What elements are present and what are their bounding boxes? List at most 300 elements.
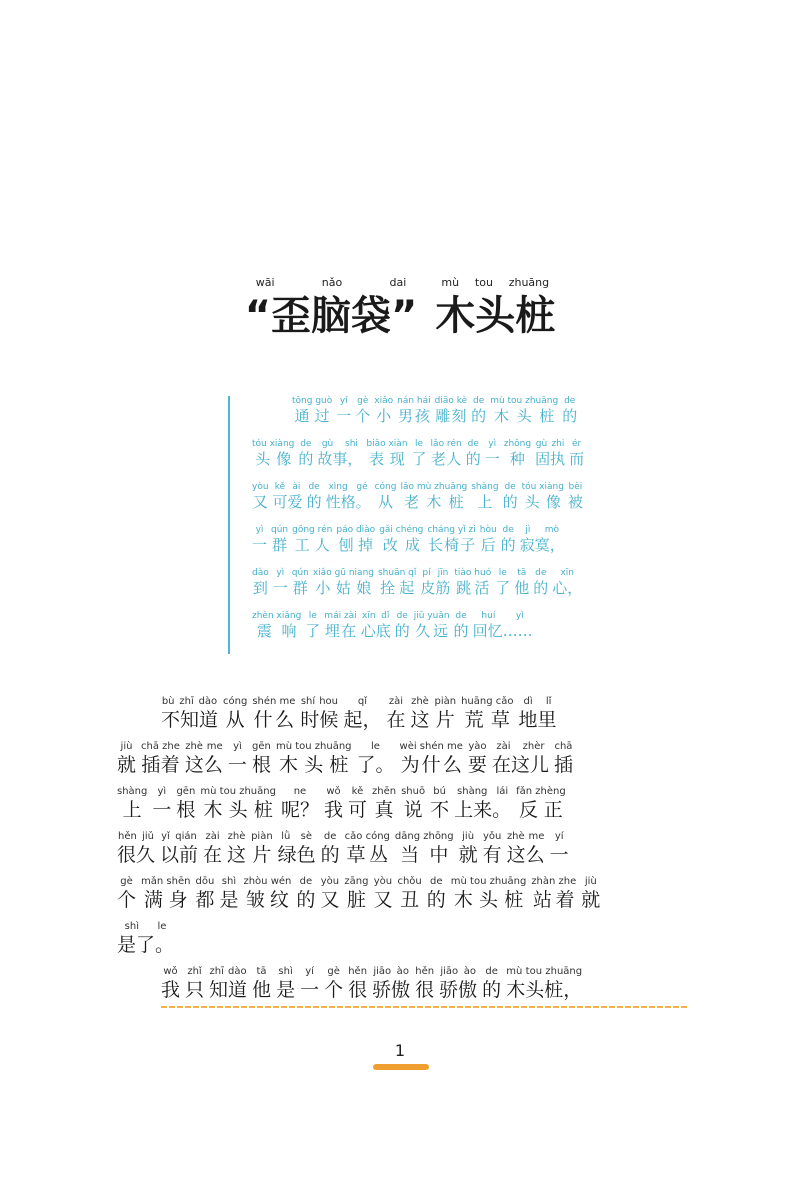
hanzi: 老人 [430,450,462,468]
word [324,966,344,1001]
hanzi: 这么 [184,754,223,776]
word [336,525,376,554]
pinyin: cóng [374,482,397,492]
pinyin: yǒu [482,831,502,842]
hanzi: 被 [567,493,583,511]
hanzi: 是了。 [117,934,175,956]
pinyin: gè [117,876,136,887]
word [461,696,514,731]
word [141,876,191,911]
pinyin: wǒ [323,786,343,797]
hanzi: 长椅子 [427,536,476,554]
pinyin: diāo kè [434,396,468,406]
story-text [117,696,687,1011]
pinyin: páo diào [336,525,376,535]
pinyin: gè [324,966,344,977]
intro-summary [228,396,684,654]
word [292,525,333,554]
pinyin: lǎo rén [430,439,462,449]
word [223,696,248,731]
word [394,831,454,866]
hanzi: 的 [394,622,410,640]
pinyin: zhè me [184,741,223,752]
word [553,741,573,776]
word [203,831,223,866]
hanzi: 皱纹 [243,889,292,911]
pinyin: shì [219,876,239,887]
hanzi: 就 [581,889,601,911]
word [324,611,357,640]
pinyin: de [298,439,314,449]
hanzi: 绿色 [277,844,316,866]
hanzi: 骄傲 [372,979,411,1001]
hanzi: 一 [549,844,569,866]
word [117,921,175,956]
word [552,568,583,597]
story-line [117,786,687,831]
word [372,966,411,1001]
pinyin: de [320,831,340,842]
pinyin: de [465,439,481,449]
word [117,741,137,776]
pinyin: tā [514,568,530,578]
hanzi: 皮筋 [420,579,451,597]
hanzi: 故事， [317,450,363,468]
word [280,786,319,821]
hanzi: 小姑娘 [312,579,374,597]
word [373,876,393,911]
word [277,831,316,866]
pinyin: kě [347,786,367,797]
story-line [117,966,687,1011]
hanzi: 插 [553,754,573,776]
word [581,876,601,911]
hanzi: 知道 [209,979,248,1001]
pinyin: zài [203,831,223,842]
word [366,439,408,468]
pinyin: chā zhe [141,741,180,752]
word [252,439,295,468]
hanzi: 了。 [356,754,395,776]
hanzi: 拴起 [377,579,417,597]
hanzi: 就 [458,844,478,866]
hanzi: 心， [552,579,583,597]
hanzi: 根 [176,799,196,821]
intro-line [252,525,684,568]
word [490,396,559,425]
hanzi: 木头桩 [490,407,559,425]
word [516,786,566,821]
hanzi: 真 [371,799,397,821]
pinyin: cǎo cóng [344,831,390,842]
pinyin: shàng lái [454,786,512,797]
pinyin: zhòu wén [243,876,292,887]
intro-line [252,482,684,525]
pinyin: yì [272,568,288,578]
pinyin: de [426,876,446,887]
pinyin: shí hou [300,696,339,707]
hanzi: 在 [386,709,406,731]
word [415,966,435,1001]
pinyin: zhàn zhe [531,876,577,887]
hanzi: 只 [185,979,205,1001]
word [506,831,545,866]
word [519,525,565,554]
pinyin: zài zhèr [491,741,549,752]
hanzi: 工人 [292,536,333,554]
word [482,831,502,866]
hanzi: 一 [152,799,172,821]
story-line [117,921,687,966]
pinyin: mù tou zhuāng [200,786,276,797]
word [506,966,583,1001]
hanzi: 很 [348,979,368,1001]
pinyin: mǎn shēn [141,876,191,887]
word [549,831,569,866]
word [141,741,180,776]
word [271,525,289,554]
pinyin: tóu xiàng [521,482,564,492]
word [450,876,527,911]
hanzi: 又 [373,889,393,911]
word [161,966,181,1001]
pinyin: zhī dào [209,966,248,977]
hanzi: 草丛 [344,844,390,866]
pinyin: de [296,876,316,887]
hanzi: 满身 [141,889,191,911]
hanzi: 在 [203,844,223,866]
pinyin: jiù [117,741,136,752]
hanzi: 起， [343,709,382,731]
pinyin: zhè [227,831,247,842]
word [471,482,499,511]
word [325,482,371,511]
pinyin: gè [355,396,371,406]
hanzi: 为什么 [399,754,463,776]
pinyin: dōu [195,876,215,887]
pinyin: jiǔ yuǎn [413,611,450,621]
hanzi: 头像 [252,450,295,468]
word [275,741,352,776]
hanzi: 的 [320,844,340,866]
hanzi: 的 [533,579,549,597]
word [219,876,239,911]
pinyin: huāng cǎo [461,696,514,707]
word [401,786,426,821]
word [312,568,374,597]
word [305,611,321,640]
hanzi: 是 [276,979,296,1001]
hanzi: 当中 [394,844,454,866]
pinyin: gù shi [317,439,363,449]
hanzi: 的 [465,450,481,468]
hanzi: 固执 [535,450,566,468]
hanzi: 一 [227,754,247,776]
hanzi: 木头桩 [450,889,527,911]
intro-line [252,611,684,654]
pinyin: mù tou zhuāng [490,396,559,406]
hanzi: 的 [298,450,314,468]
word [465,439,481,468]
hanzi: 性格。 [325,493,371,511]
word [495,568,511,597]
hanzi: 反正 [516,799,566,821]
pinyin: shì le [117,921,175,932]
hanzi: 片 [251,844,273,866]
hanzi: 可 [347,799,367,821]
word [356,741,395,776]
word [484,439,500,468]
hanzi: 他 [252,979,272,1001]
pinyin: huí yì [472,611,533,621]
word [298,439,314,468]
word [531,876,577,911]
pinyin: zhǒng [503,439,532,449]
hanzi: 了 [305,622,321,640]
pinyin: de [533,568,549,578]
pinyin: le [356,741,395,752]
pinyin: piàn [434,696,457,707]
title-part-2: 木头桩mù tou zhuāng [435,276,556,339]
pinyin: jiù [458,831,478,842]
pinyin: dì lǐ [518,696,557,707]
word [292,396,333,425]
pinyin: xìng gé [325,482,371,492]
pinyin: shén me [252,696,296,707]
pinyin: de [500,525,516,535]
hanzi: 了 [411,450,427,468]
pinyin: piàn [251,831,273,842]
word [347,786,367,821]
word [296,876,316,911]
pinyin: de [306,482,322,492]
story-line [117,696,687,741]
pinyin: shàng [471,482,499,492]
pinyin: bù zhī dào [161,696,219,707]
word [152,786,172,821]
word [344,831,390,866]
pinyin: wèi shén me [399,741,463,752]
hanzi: 又 [320,889,340,911]
pinyin: jiāo ào [372,966,411,977]
pinyin: hòu [479,525,497,535]
hanzi: 荒草 [461,709,514,731]
pinyin: bú [430,786,450,797]
hanzi: 的 [471,407,487,425]
word [251,831,273,866]
word [400,482,468,511]
word [227,741,247,776]
title-pinyin: mù tou zhuāng [435,276,556,289]
word [200,786,276,821]
hanzi: 片 [434,709,457,731]
word [243,876,292,911]
word [184,741,223,776]
hanzi: 又 [252,493,269,511]
pinyin: gōng rén [292,525,333,535]
word [300,696,339,731]
hanzi: 这么 [506,844,545,866]
word [306,482,322,511]
hanzi: 很久 [117,844,156,866]
hanzi: 从 [374,493,397,511]
hanzi: 这 [227,844,247,866]
hanzi: 头像 [521,493,564,511]
hanzi: 这 [410,709,430,731]
word [430,786,450,821]
hanzi: 说 [401,799,426,821]
pinyin: yòu [320,876,340,887]
word [343,696,382,731]
word [161,696,219,731]
hanzi: 站着 [531,889,577,911]
word [291,568,309,597]
hanzi: 的 [296,889,316,911]
pinyin: mù tou zhuāng [450,876,527,887]
word [472,611,533,640]
word [300,966,320,1001]
pinyin: lǜ sè [277,831,316,842]
pinyin: zhǐ [185,966,205,977]
pinyin: cóng [223,696,248,707]
word [453,611,469,640]
title-pinyin: wāi nǎo dai [244,276,418,289]
word [562,396,578,425]
pinyin: hěn [348,966,368,977]
hanzi: 要 [467,754,487,776]
pinyin: dāng zhōng [394,831,454,842]
pinyin: shuō [401,786,426,797]
hanzi: 木头桩 [275,754,352,776]
hanzi: 木头桩 [200,799,276,821]
pinyin: tōng guò [292,396,333,406]
pinyin: qún [291,568,309,578]
pinyin: le [305,611,321,621]
pinyin: pí jīn [420,568,451,578]
hanzi: 一 [300,979,320,1001]
hanzi: 刨掉 [336,536,376,554]
hanzi: 以前 [160,844,199,866]
pinyin: zhè [410,696,430,707]
pinyin: mù tou zhuāng [506,966,583,977]
pinyin: gēn [176,786,196,797]
hanzi: 不知道 [161,709,219,731]
pinyin: xiǎo [374,396,394,406]
word [379,525,424,554]
hanzi: 呢？ [280,799,319,821]
word [434,696,457,731]
word [320,876,340,911]
hanzi: 我 [161,979,181,1001]
hanzi: 我 [323,799,343,821]
word [569,439,585,468]
hanzi: 一 [336,407,352,425]
word [521,482,564,511]
pinyin: chā [553,741,573,752]
pinyin: jì mò [519,525,565,535]
word [117,786,148,821]
word [399,741,463,776]
hanzi: 个 [355,407,371,425]
hanzi: 久远 [413,622,450,640]
word [252,568,269,597]
pinyin: de [453,611,469,621]
pinyin: kě ài [272,482,303,492]
intro-line [252,439,684,482]
title-part-1: “歪脑袋”wāi nǎo dai [244,276,418,339]
word [185,966,205,1001]
word [482,966,502,1001]
pinyin: qǐ [343,696,382,707]
hanzi: 埋在 [324,622,357,640]
hanzi: 的 [482,979,502,1001]
word [272,568,288,597]
hanzi: 通过 [292,407,333,425]
word [397,876,422,911]
pinyin: de [562,396,578,406]
word [479,525,497,554]
word [410,696,430,731]
word [252,482,269,511]
hanzi: 的 [453,622,469,640]
hanzi: 地里 [518,709,557,731]
hanzi: 种 [503,450,532,468]
hanzi: 有 [482,844,502,866]
pinyin: yì [152,786,172,797]
word [252,525,268,554]
pinyin: hěn jiǔ [117,831,155,842]
pinyin: gǎi chéng [379,525,424,535]
pinyin: mù tou zhuāng [275,741,352,752]
hanzi: 插着 [141,754,180,776]
word [276,966,296,1001]
pinyin: le [411,439,427,449]
hanzi: 上 [471,493,499,511]
hanzi: 震响 [252,622,302,640]
word [491,741,549,776]
word [371,786,397,821]
pinyin: xiǎo gū niang [312,568,374,578]
pinyin: lǎo mù zhuāng [400,482,468,492]
pinyin: yǐ qián [160,831,199,842]
word [430,439,462,468]
hanzi: 一 [252,536,268,554]
hanzi: 而 [569,450,585,468]
pinyin: zāng [344,876,369,887]
pinyin: chǒu [397,876,422,887]
word [227,831,247,866]
pinyin: yào [467,741,487,752]
hanzi: 时候 [300,709,339,731]
word [344,876,369,911]
hanzi: 根 [251,754,271,776]
pinyin: zhēn [371,786,397,797]
pinyin: de [394,611,410,621]
word [514,568,530,597]
hanzi: 的 [502,493,518,511]
word [426,876,446,911]
intro-line [252,396,684,439]
hanzi: 可爱 [272,493,303,511]
pinyin: gēn [251,741,271,752]
word [348,966,368,1001]
word [420,568,451,597]
word [209,966,248,1001]
hanzi: 群 [291,579,309,597]
word [117,876,137,911]
pinyin: xīn [552,568,583,578]
pinyin: shàng [117,786,148,797]
